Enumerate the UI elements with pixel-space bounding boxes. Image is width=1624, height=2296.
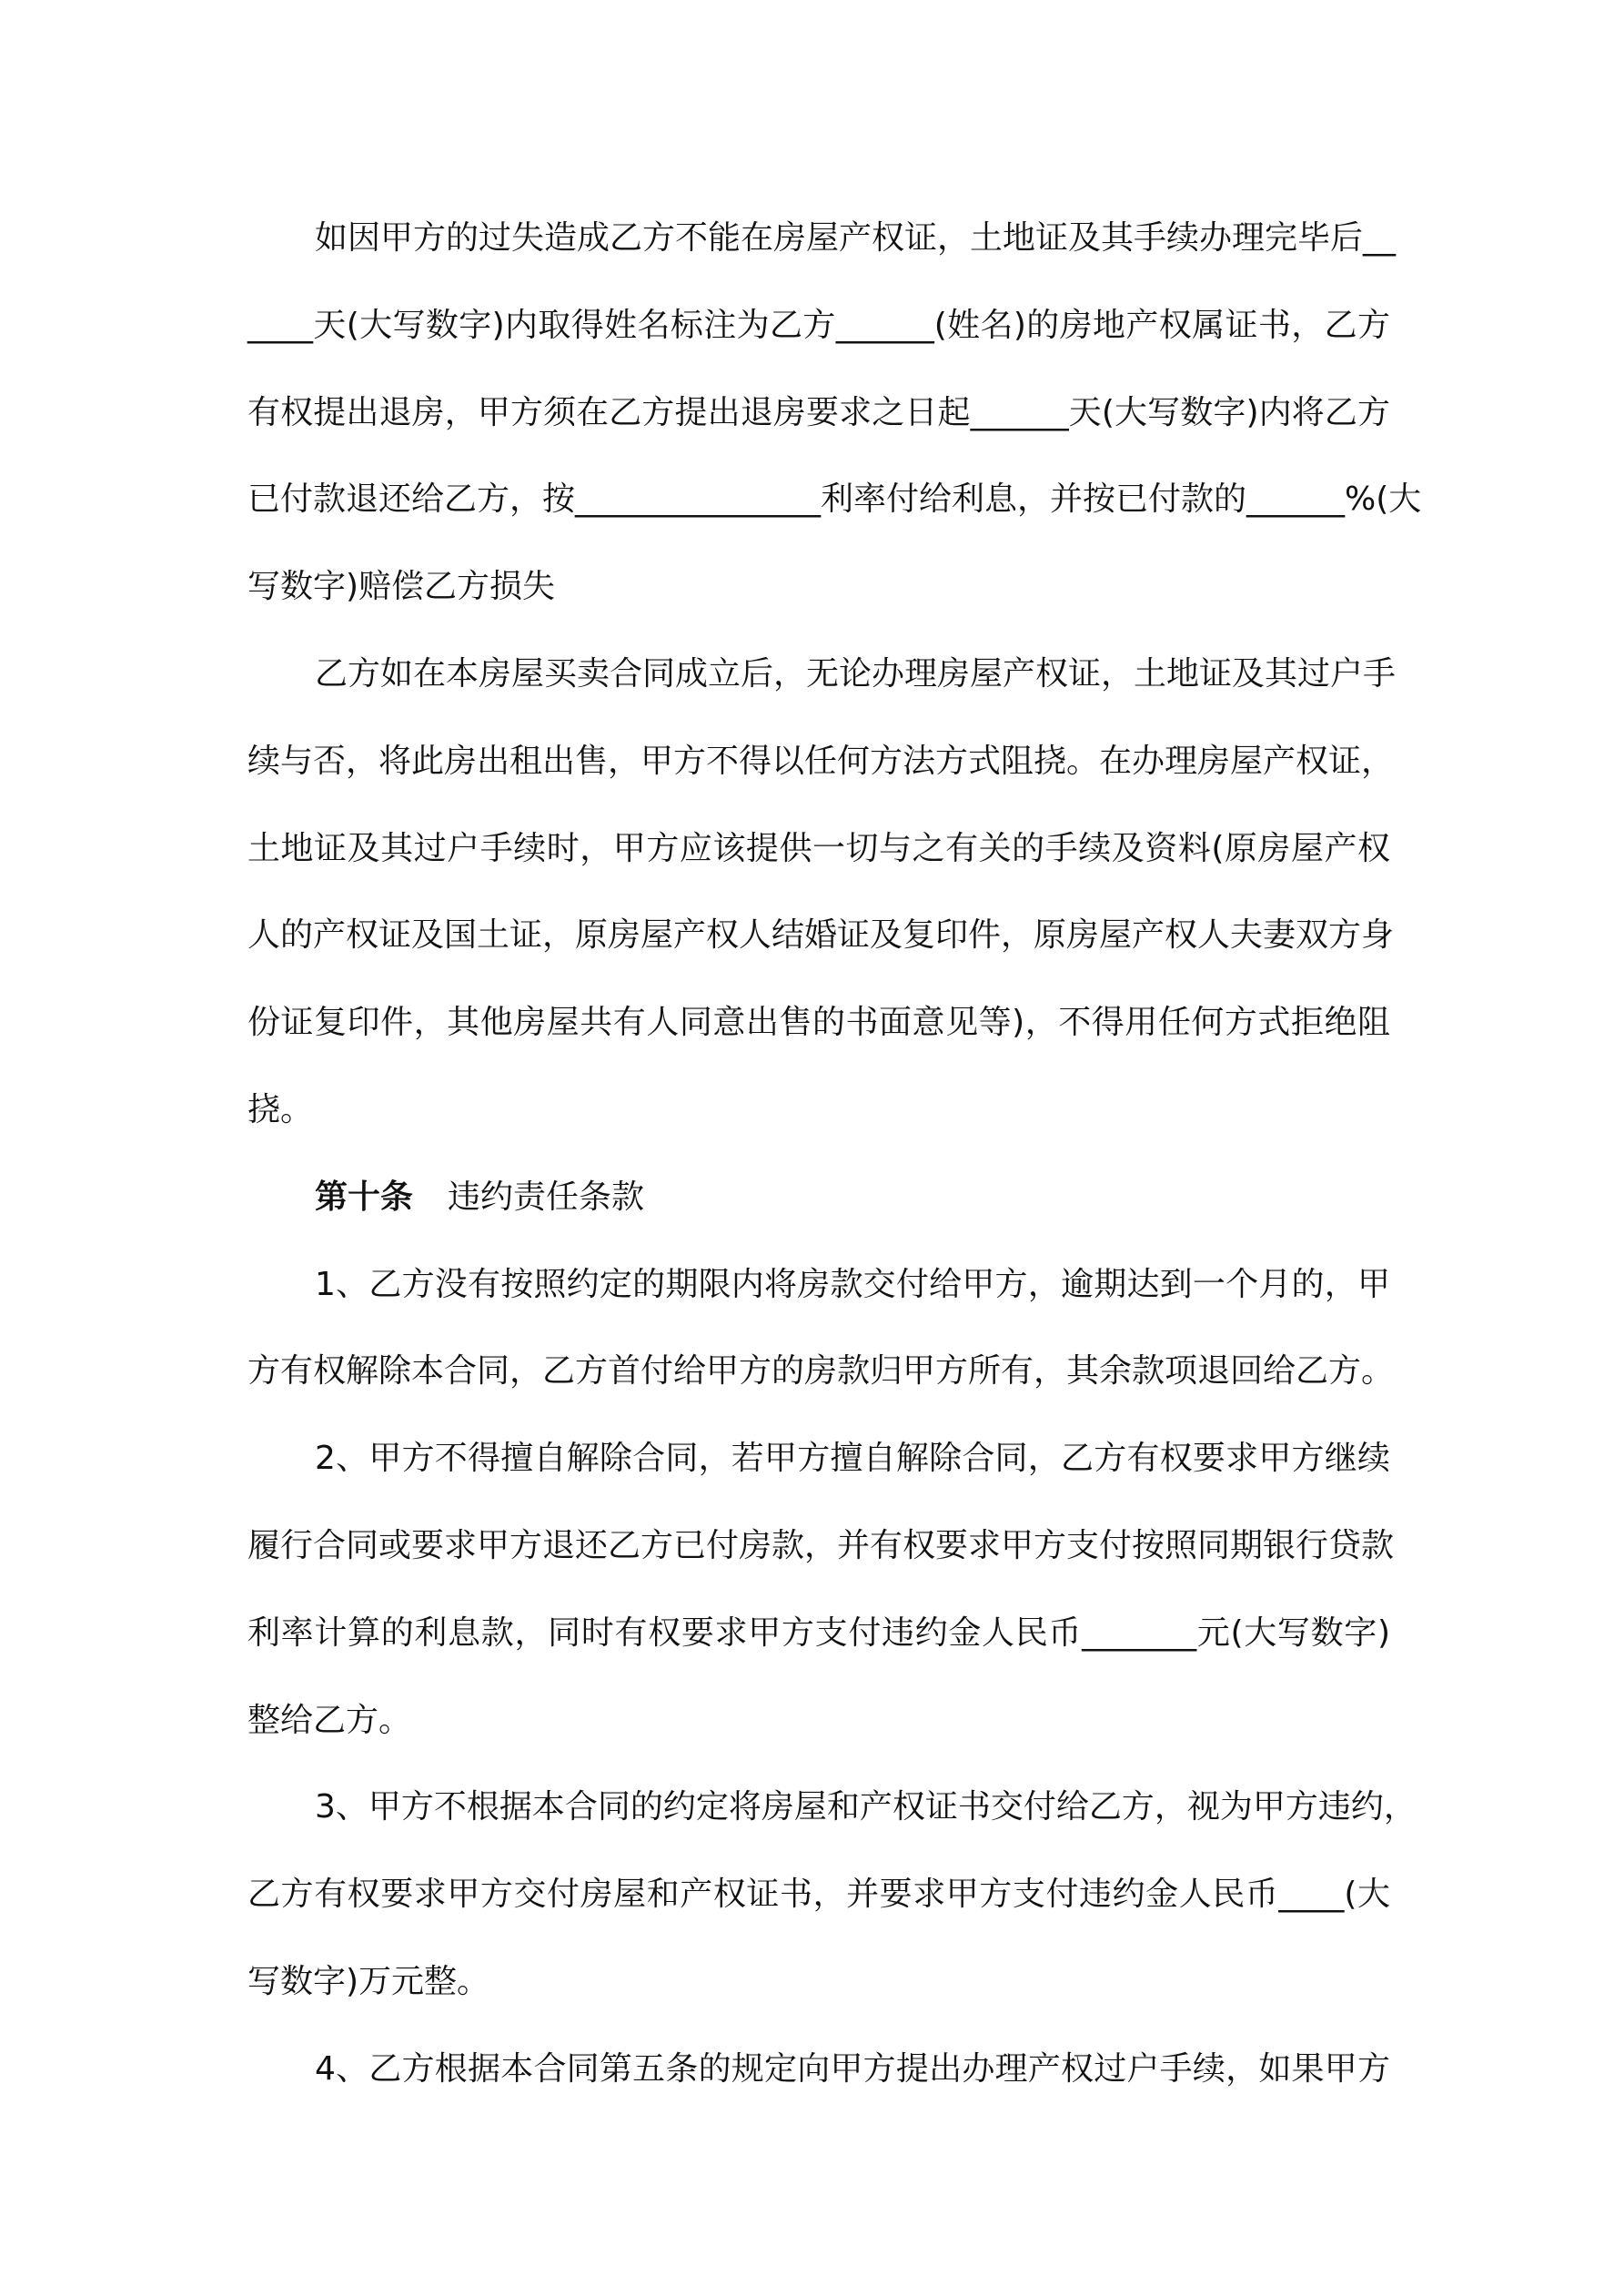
clause-line: 方有权解除本合同，乙方首付给甲方的房款归甲方所有，其余款项退回给乙方。 [247,1352,1395,1391]
paragraph-line: 挠。 [247,1090,314,1128]
paragraph-line: 已付款退还给乙方，按_______________利率付给利息，并按已付款的______%(大 [247,480,1422,519]
paragraph-line: 乙方如在本房屋买卖合同成立后，无论办理房屋产权证，土地证及其过户手 [315,654,1397,693]
paragraph-line: 土地证及其过户手续时，甲方应该提供一切与之有关的手续及资料(原房屋产权 [247,829,1390,867]
clause-line: 1、乙方没有按照约定的期限内将房款交付给甲方，逾期达到一个月的，甲 [315,1265,1390,1303]
clause-line: 写数字)万元整。 [247,1962,490,2000]
paragraph-line: 续与否，将此房出租出售，甲方不得以任何方法方式阻挠。在办理房屋产权证， [247,742,1395,780]
paragraph-line: 人的产权证及国土证，原房屋产权人结婚证及复印件，原房屋产权人夫妻双方身 [247,916,1395,955]
clause-line: 整给乙方。 [247,1701,412,1739]
paragraph-line: 份证复印件，其他房屋共有人同意出售的书面意见等)，不得用任何方式拒绝阻 [247,1004,1390,1042]
clause-line: 利率计算的利息款，同时有权要求甲方支付违约金人民币_______元(大写数字) [247,1613,1390,1652]
paragraph-line: ____天(大写数字)内取得姓名标注为乙方______(姓名)的房地产权属证书，乙方 [247,306,1390,344]
clause-line: 乙方有权要求甲方交付房屋和产权证书，并要求甲方支付违约金人民币____(大 [247,1876,1390,1914]
paragraph-line: 如因甲方的过失造成乙方不能在房屋产权证，土地证及其手续办理完毕后__ [315,219,1397,257]
clause-line: 履行合同或要求甲方退还乙方已付房款，并有权要求甲方支付按照同期银行贷款 [247,1526,1395,1564]
article-number: 第十条 [315,1178,414,1216]
paragraph-line: 写数字)赔偿乙方损失 [247,568,556,606]
contract-page [247,211,1422,2129]
article-title: 违约责任条款 [448,1178,645,1216]
paragraph-line: 有权提出退房，甲方须在乙方提出退房要求之日起______天(大写数字)内将乙方 [247,393,1390,431]
clause-line: 2、甲方不得擅自解除合同，若甲方擅自解除合同，乙方有权要求甲方继续 [315,1440,1390,1478]
clause-line: 3、甲方不根据本合同的约定将房屋和产权证书交付给乙方，视为甲方违约， [315,1788,1417,1826]
article-heading [247,1170,1390,1258]
clause-line: 4、乙方根据本合同第五条的规定向甲方提出办理产权过户手续，如果甲方 [315,2049,1390,2088]
